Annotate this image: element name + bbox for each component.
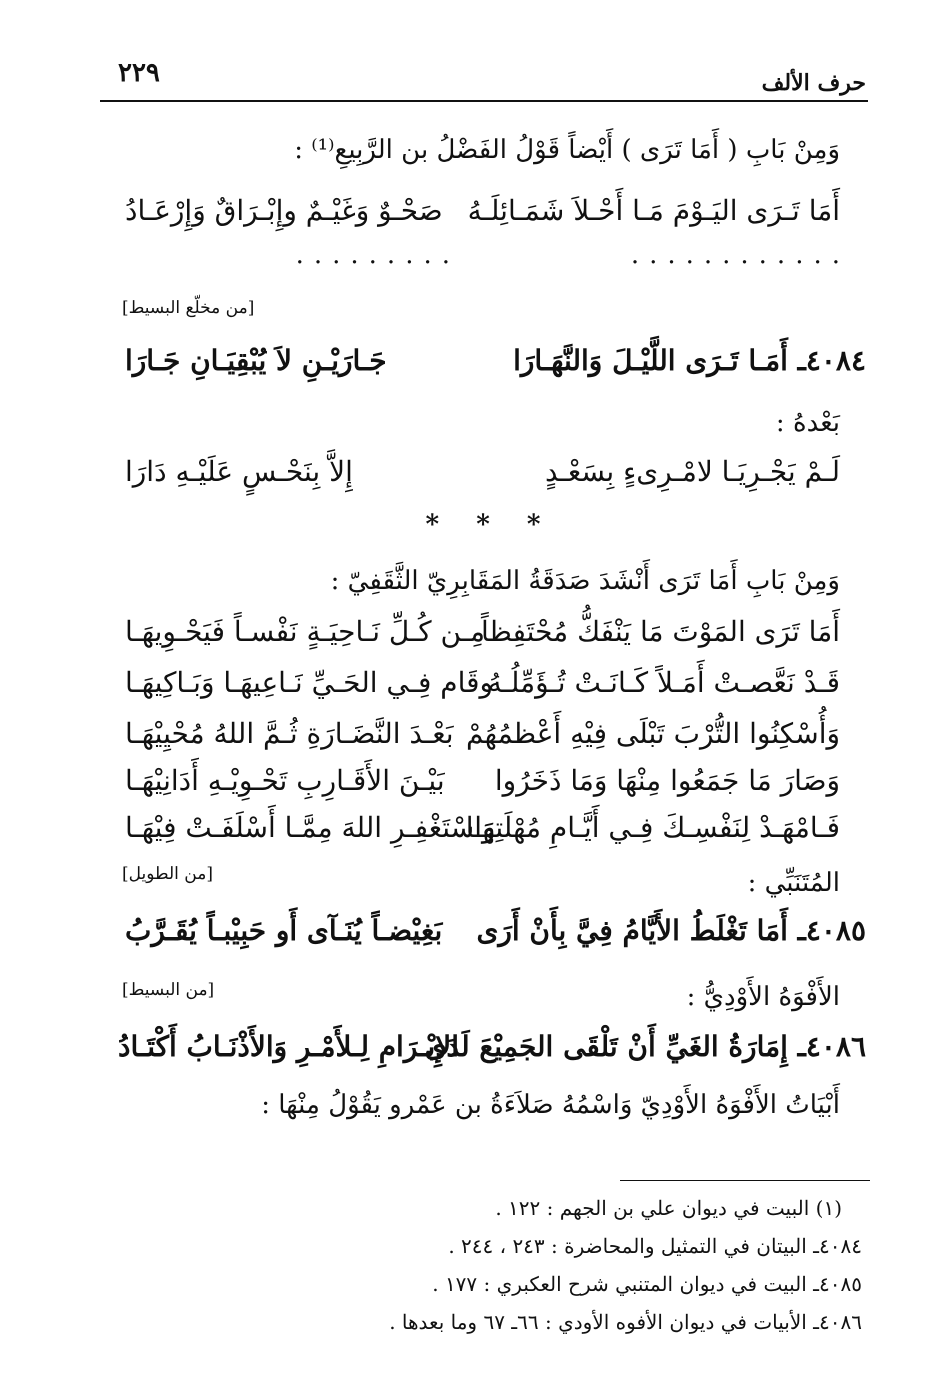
footnote-4085: ٤٠٨٥ـ البيت في ديوان المتنبي شرح العكبري : ١٧٧ . [432, 1272, 862, 1296]
poem-line-3-left: بَعْـدَ النَّضَـارَةِ ثُـمَّ اللهُ مُحْيِيْهَـا [125, 717, 454, 750]
header-divider [100, 100, 868, 102]
page-number: ٢٢٩ [118, 58, 160, 88]
section-separator: * * * [425, 510, 555, 540]
poet-name-afwah: الأَفْوَهُ الأَوْدِيُّ : [686, 982, 840, 1012]
poem-line-4-right: وَصَارَ مَا جَمَعُوا مِنْهَا وَمَا ذَخَرُوا [494, 764, 840, 797]
verse-2-right-hemistich: لَـمْ يَجْـرِيَـا لامْـرِىءٍ بِسَعْـدٍ [545, 455, 840, 488]
poet-name-mutanabbi: المُتَنَبِّي : [747, 868, 840, 898]
footnote-1: (١) البيت في ديوان علي بن الجهم : ١٢٢ . [495, 1196, 842, 1220]
verse-1-left-hemistich: صَحْـوٌ وَغَيْـمٌ وإِبْـرَاقٌ وَإِرْعَـادُ [125, 194, 443, 227]
poem-line-5-right: فَـامْهَـدْ لِنَفْسِـكَ فِـي أَيَّـامِ مُهْلَتِهَـا [465, 811, 840, 844]
after-label: بَعْدهُ : [775, 408, 840, 438]
closing-paragraph: أَبْيَاتُ الأَفْوَهُ الأَوْدِيّ وَاسْمُهُ صَلاَءَةُ بن عَمْرو يَقُوْلُ مِنْهَا : [261, 1090, 840, 1120]
intro-paragraph-2: وَمِنْ بَابِ أَمَا تَرَى أَنْشَدَ صَدَقَةُ المَقَابِرِيّ الثَّقَفِيّ : [330, 566, 840, 596]
poem-line-3-right: وَأُسْكِنُوا التُّرْبَ تَبْلَى فِيْهِ أَعْظمُهُمْ [466, 717, 840, 750]
footnote-4086: ٤٠٨٦ـ الأبيات في ديوان الأفوه الأودي : ٦٦ـ ٦٧ وما بعدها . [389, 1310, 862, 1334]
poem-line-5-left: وَاسْتَغْفِـرِ اللهَ مِمَّـا أَسْلَفَـتْ فِيْهَـا [125, 811, 496, 844]
ellipsis-right: ............ [630, 240, 850, 270]
meter-label: [من البسيط] [122, 980, 215, 1000]
meter-label: [من الطويل] [122, 864, 213, 884]
verse-4084-left-hemistich: جَـارَيْـنِ لاَ يُبْقِيَـانِ جَـارَا [125, 344, 387, 377]
verse-2-left-hemistich: إِلاَّ بِنَحْـسٍ عَلَيْـهِ دَارَا [125, 455, 353, 488]
verse-4086-right-hemistich: ٤٠٨٦ـ إِمَارَةُ الغَيِّ أَنْ تَلْقَى الجَمِيْعَ لَدَى [424, 1030, 866, 1063]
meter-label: [من مخلّع البسيط] [122, 298, 255, 318]
verse-4085-right-hemistich: ٤٠٨٥ـ أَمَا تَغْلَطُ الأَيَّامُ فِيَّ بِأَنْ أَرَى [476, 914, 866, 947]
verse-4085-left-hemistich: بَغِيْضـاً يُنَـآى أَو حَبِيْبـاً يُقَـرَّبُ [125, 914, 443, 947]
poem-line-1-right: أَمَا تَرَى المَوْتَ مَا يَنْفَكُّ مُحْتَفِظاً [480, 615, 840, 648]
footnote-4084: ٤٠٨٤ـ البيتان في التمثيل والمحاضرة : ٢٤٣ ، ٢٤٤ . [448, 1234, 862, 1258]
intro-paragraph-1: وَمِنْ بَابِ ( أَمَا تَرَى ) أَيْضاً قَوْلُ الفَضْلُ بن الرَّبِيعِ⁽¹⁾ : [294, 135, 840, 165]
footnote-divider [620, 1180, 870, 1181]
poem-line-2-right: قَـدْ نَعَّصـتْ أَمَـلاً كَـانَـتْ تُـؤَمِّلُـهُ [487, 666, 840, 699]
poem-line-1-left: مِـن كُـلِّ نَـاحِيَـةٍ نَفْسـاً فَيَحْـوِيهَـا [125, 615, 486, 648]
poem-line-2-left: وقَام فِـي الحَـيِّ نَـاعِيهَـا وَبَـاكِيهَـا [125, 666, 494, 699]
verse-1-right-hemistich: أَمَا تَـرَى اليَـوْمَ مَـا أَحْـلاَ شَمَـائِلَـهُ [467, 194, 840, 227]
verse-4086-left-hemistich: الإِبْـرَامِ لِـلأَمْـرِ وَالأَذْنَـابُ أَكْتَـادُ [118, 1030, 460, 1063]
verse-4084-right-hemistich: ٤٠٨٤ـ أَمَـا تَـرَى اللَّيْـلَ وَالنَّهَـارَا [513, 344, 866, 377]
ellipsis-left: ......... [295, 240, 460, 270]
chapter-title: حرف الألف [761, 70, 866, 96]
poem-line-4-left: بَيْـنَ الأَقَـارِبِ تَحْـوِيْـهِ أَدَانِيْهَـا [125, 764, 445, 797]
